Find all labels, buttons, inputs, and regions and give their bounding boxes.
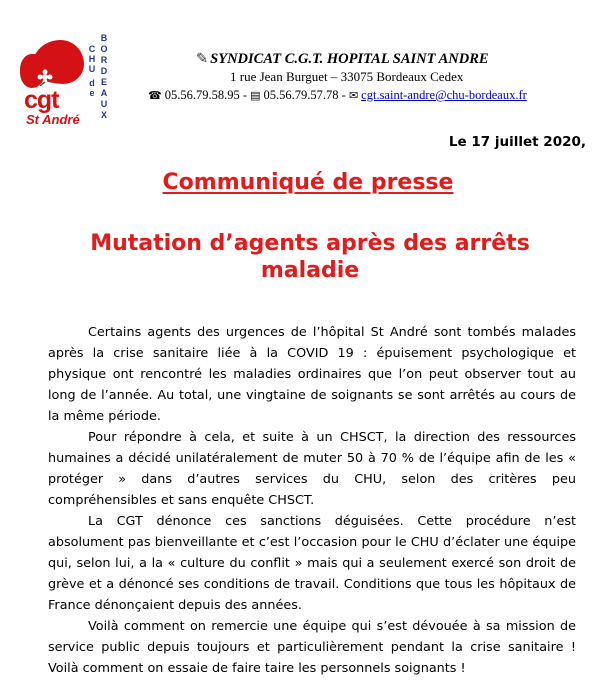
- cgt-logo: [14, 34, 94, 129]
- document-date: Le 17 juillet 2020,: [448, 134, 586, 150]
- bordeaux-char: E: [100, 77, 107, 87]
- paragraph: La CGT dénonce ces sanctions déguisées. Cette procédure n’est absolument pas bienveillante et c’est l’occasion pour le CHU d’éclater une équipe qui, selon lui, a la « culture du conflit » mais qui a seulement exercé son droit de grève et a dénoncé ses conditions de travail. Conditions que tous les hôpitaux de France dénonçaient depuis des années.: [48, 514, 576, 613]
- letterhead-address: 1 rue Jean Burguet – 33075 Bordeaux Cedex: [230, 69, 464, 84]
- body-text: [48, 322, 576, 679]
- fax-number: 05.56.79.57.78: [263, 88, 339, 102]
- chu-vertical-label: [86, 44, 98, 98]
- press-release-heading: [0, 170, 616, 195]
- paragraph: Pour répondre à cela, et suite à un CHSCT, la direction des ressources humaines a décidé unilatéralement de muter 50 à 70 % de l’équipe afin de les « protéger » dans d’autres services du CHU, selon des critères peu compréhensibles et sans enquête CHSCT.: [48, 430, 576, 508]
- chu-char: e: [89, 88, 95, 98]
- bordeaux-vertical-label: [98, 33, 110, 121]
- email-icon: ✉: [348, 90, 359, 102]
- main-title: Mutation d’agents après des arrêts maladie: [90, 231, 530, 283]
- bordeaux-char: B: [100, 33, 108, 43]
- bordeaux-char: X: [100, 110, 107, 120]
- chu-char: H: [88, 54, 96, 64]
- press-release-heading-text: Communiqué de presse: [162, 170, 454, 195]
- chu-char: C: [88, 44, 96, 54]
- pen-icon: ✎: [196, 51, 209, 67]
- paragraph: Certains agents des urgences de l’hôpital St André sont tombés malades après la crise sanitaire liée à la COVID 19 : épuisement psychologique et physique ont rencontré les maladies ordinaires que l’on peut observer tout au long de l’année. Au total, une vingtaine de soignants se sont arrêtés au cours de la même période.: [48, 325, 576, 424]
- phone-number: 05.56.79.58.95: [164, 88, 240, 102]
- letterhead-contacts: [148, 88, 527, 103]
- bordeaux-char: R: [100, 55, 108, 65]
- letterhead-title-text: SYNDICAT C.G.T. HOPITAL SAINT ANDRE: [210, 51, 489, 67]
- chu-char: d: [89, 78, 95, 88]
- flower-icon: [36, 68, 54, 86]
- bordeaux-char: A: [100, 88, 108, 98]
- logo-place: St André: [26, 112, 80, 127]
- chu-char: U: [88, 64, 96, 74]
- email-link[interactable]: cgt.saint-andre@chu-bordeaux.fr: [361, 88, 527, 102]
- separator: -: [338, 88, 349, 102]
- bordeaux-char: D: [100, 66, 108, 76]
- fax-icon: ▤: [250, 90, 261, 102]
- logo-text: cgt: [24, 86, 59, 114]
- bordeaux-char: U: [100, 99, 108, 109]
- bordeaux-char: O: [100, 44, 108, 54]
- phone-icon: ☎: [148, 90, 162, 102]
- separator: -: [239, 88, 251, 102]
- letterhead-title: [196, 51, 489, 68]
- paragraph: Voilà comment on remercie une équipe qui s’est dévouée à sa mission de service public depuis toujours et particulièrement pendant la crise sanitaire ! Voilà comment on essaie de faire taire les personnels soignants !: [48, 619, 576, 676]
